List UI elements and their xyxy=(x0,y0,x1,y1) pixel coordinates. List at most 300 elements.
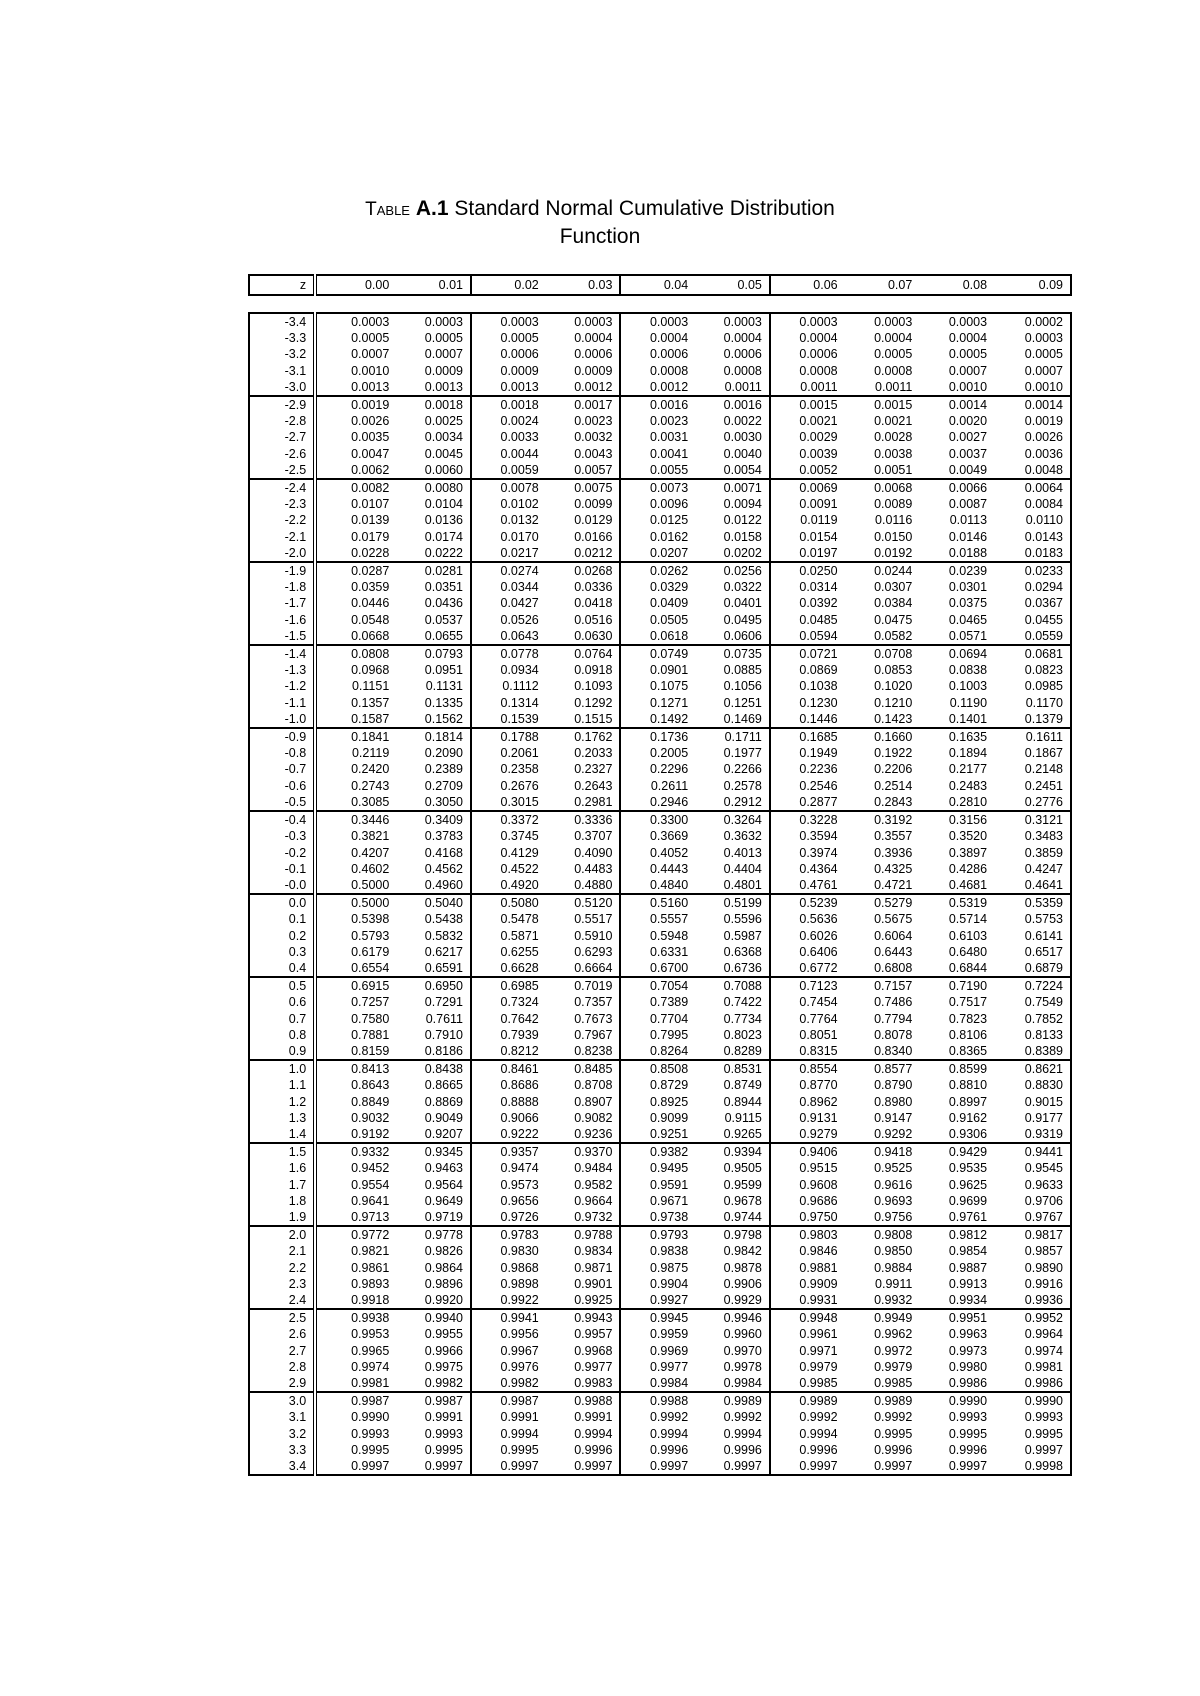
z-value-cell: -1.6 xyxy=(249,612,315,628)
probability-cell: 0.9535 xyxy=(948,1161,988,1176)
probability-cell: 0.6368 xyxy=(723,944,762,959)
probability-cell: 0.0694 xyxy=(919,645,994,662)
probability-cell: 0.0094 xyxy=(723,497,762,512)
probability-cell: 0.9904 xyxy=(620,1276,695,1292)
z-value-cell: 1.7 xyxy=(249,1177,315,1193)
probability-cell: 0.0256 xyxy=(695,562,770,579)
probability-cell: 0.9573 xyxy=(471,1177,546,1193)
probability-cell: 0.9994 xyxy=(723,1426,762,1441)
probability-cell: 0.9441 xyxy=(994,1143,1071,1160)
probability-cell: 0.0808 xyxy=(315,645,396,662)
probability-cell: 0.2946 xyxy=(620,794,695,811)
probability-cell: 0.5871 xyxy=(471,928,546,944)
probability-cell: 0.1379 xyxy=(994,711,1071,728)
probability-cell: 0.8944 xyxy=(723,1094,762,1109)
probability-cell: 0.9962 xyxy=(874,1327,913,1342)
probability-cell: 0.9997 xyxy=(695,1458,770,1475)
z-value-cell: 1.8 xyxy=(249,1193,315,1209)
z-value-cell: 0.8 xyxy=(249,1027,315,1043)
probability-cell: 0.2981 xyxy=(574,794,613,809)
probability-cell: 0.0136 xyxy=(424,513,464,528)
probability-cell: 0.5832 xyxy=(424,928,464,943)
probability-cell: 0.8790 xyxy=(874,1078,913,1093)
probability-cell: 0.9732 xyxy=(574,1209,613,1224)
probability-cell: 0.6915 xyxy=(315,977,396,994)
probability-cell: 0.0004 xyxy=(948,331,988,346)
probability-cell: 0.7224 xyxy=(994,977,1071,994)
probability-cell: 0.0006 xyxy=(620,346,695,362)
probability-cell: 0.0119 xyxy=(770,512,845,528)
probability-cell: 0.9969 xyxy=(620,1343,695,1359)
table-row xyxy=(249,1426,1071,1442)
probability-cell: 0.0005 xyxy=(994,346,1071,362)
probability-cell: 0.0197 xyxy=(770,545,845,562)
z-value-cell: -0.7 xyxy=(249,761,315,777)
probability-cell: 0.0003 xyxy=(845,313,920,330)
table-row xyxy=(249,479,1071,496)
probability-cell: 0.0026 xyxy=(315,413,396,429)
probability-cell: 0.0096 xyxy=(620,496,695,512)
table-row xyxy=(249,994,1071,1010)
probability-cell: 0.9357 xyxy=(471,1143,546,1160)
probability-cell: 0.9678 xyxy=(723,1193,762,1208)
table-row xyxy=(249,695,1071,711)
probability-cell: 0.7673 xyxy=(574,1011,613,1026)
probability-cell: 0.0287 xyxy=(315,562,396,579)
probability-cell: 0.2483 xyxy=(948,778,988,793)
probability-cell: 0.9959 xyxy=(620,1326,695,1342)
probability-cell: 0.9997 xyxy=(546,1458,621,1475)
probability-cell: 0.0559 xyxy=(994,628,1071,645)
z-value-cell: 2.5 xyxy=(249,1309,315,1326)
probability-cell: 0.0006 xyxy=(574,347,613,362)
probability-cell: 0.9997 xyxy=(845,1458,920,1475)
probability-cell: 0.0004 xyxy=(723,331,762,346)
table-row xyxy=(249,1326,1071,1342)
probability-cell: 0.0007 xyxy=(315,346,396,362)
probability-cell: 0.9838 xyxy=(620,1243,695,1259)
probability-cell: 0.0066 xyxy=(919,479,994,496)
header-col: 0.02 xyxy=(471,275,546,295)
probability-cell: 0.6103 xyxy=(948,928,988,943)
probability-cell: 0.0217 xyxy=(471,545,546,562)
probability-cell: 0.4840 xyxy=(620,877,695,894)
probability-cell: 0.0015 xyxy=(845,396,920,413)
probability-cell: 0.4880 xyxy=(574,877,613,892)
probability-cell: 0.3121 xyxy=(994,811,1071,828)
probability-cell: 0.0107 xyxy=(315,496,396,512)
probability-cell: 0.1539 xyxy=(471,711,546,728)
probability-cell: 0.0062 xyxy=(315,462,396,479)
probability-cell: 0.0838 xyxy=(948,663,988,678)
probability-cell: 0.6985 xyxy=(471,977,546,994)
probability-cell: 0.1190 xyxy=(949,695,988,710)
probability-cell: 0.9887 xyxy=(948,1260,988,1275)
probability-cell: 0.8531 xyxy=(695,1060,770,1077)
probability-cell: 0.3015 xyxy=(471,794,546,811)
probability-cell: 0.9803 xyxy=(770,1226,845,1243)
z-value-cell: 1.1 xyxy=(249,1077,315,1093)
probability-cell: 0.6179 xyxy=(315,944,396,960)
probability-cell: 0.9963 xyxy=(948,1327,988,1342)
probability-cell: 0.9990 xyxy=(315,1409,396,1425)
probability-cell: 0.9991 xyxy=(424,1410,464,1425)
probability-cell: 0.9997 xyxy=(620,1458,695,1475)
probability-cell: 0.3783 xyxy=(424,829,464,844)
table-row xyxy=(249,1110,1071,1126)
probability-cell: 0.4483 xyxy=(574,861,613,876)
probability-cell: 0.2709 xyxy=(424,778,464,793)
probability-cell: 0.0005 xyxy=(874,347,913,362)
probability-cell: 0.5080 xyxy=(471,894,546,911)
probability-cell: 0.9987 xyxy=(471,1392,546,1409)
probability-cell: 0.9922 xyxy=(471,1292,546,1309)
probability-cell: 0.8508 xyxy=(620,1060,695,1077)
probability-cell: 0.0139 xyxy=(315,512,396,528)
probability-cell: 0.6064 xyxy=(874,928,913,943)
probability-cell: 0.9987 xyxy=(315,1392,396,1409)
probability-cell: 0.0006 xyxy=(770,346,845,362)
probability-cell: 0.3372 xyxy=(471,811,546,828)
probability-cell: 0.9812 xyxy=(919,1226,994,1243)
probability-cell: 0.9997 xyxy=(770,1458,845,1475)
probability-cell: 0.6950 xyxy=(396,977,471,994)
probability-cell: 0.9995 xyxy=(948,1426,988,1441)
probability-cell: 0.1251 xyxy=(723,695,762,710)
probability-cell: 0.0003 xyxy=(919,313,994,330)
probability-cell: 0.8849 xyxy=(315,1094,396,1110)
probability-cell: 0.0011 xyxy=(875,379,913,394)
probability-cell: 0.9953 xyxy=(315,1326,396,1342)
probability-cell: 0.8212 xyxy=(471,1043,546,1060)
z-value-cell: 2.4 xyxy=(249,1292,315,1309)
header-col: 0.08 xyxy=(919,275,994,295)
z-value-cell: 0.7 xyxy=(249,1011,315,1027)
probability-cell: 0.0681 xyxy=(994,645,1071,662)
probability-cell: 0.0004 xyxy=(770,330,845,346)
probability-cell: 0.9996 xyxy=(574,1442,613,1457)
probability-cell: 0.0043 xyxy=(574,446,613,461)
probability-cell: 0.6255 xyxy=(471,944,546,960)
probability-cell: 0.9115 xyxy=(724,1110,762,1125)
z-value-cell: 2.7 xyxy=(249,1343,315,1359)
probability-cell: 0.2266 xyxy=(723,762,762,777)
probability-cell: 0.7422 xyxy=(723,995,762,1010)
probability-cell: 0.9992 xyxy=(874,1410,913,1425)
table-row xyxy=(249,1458,1071,1475)
probability-cell: 0.0020 xyxy=(948,414,988,429)
probability-cell: 0.5438 xyxy=(424,912,464,927)
probability-cell: 0.0594 xyxy=(770,628,845,645)
table-row xyxy=(249,761,1071,777)
probability-cell: 0.0668 xyxy=(315,628,396,645)
probability-cell: 0.3707 xyxy=(574,829,613,844)
probability-cell: 0.0526 xyxy=(471,612,546,628)
probability-cell: 0.8340 xyxy=(874,1043,913,1058)
probability-cell: 0.0322 xyxy=(723,580,762,595)
probability-cell: 0.9706 xyxy=(994,1193,1071,1209)
probability-cell: 0.0951 xyxy=(424,663,464,678)
probability-cell: 0.0021 xyxy=(770,413,845,429)
probability-cell: 0.0281 xyxy=(396,562,471,579)
probability-cell: 0.8186 xyxy=(424,1043,464,1058)
probability-cell: 0.4761 xyxy=(770,877,845,894)
z-value-cell: -2.7 xyxy=(249,429,315,445)
table-row xyxy=(249,429,1071,445)
z-value-cell: -0.4 xyxy=(249,811,315,828)
probability-cell: 0.9964 xyxy=(994,1326,1071,1342)
probability-cell: 0.9996 xyxy=(770,1442,845,1458)
probability-cell: 0.9979 xyxy=(770,1359,845,1375)
probability-cell: 0.0022 xyxy=(723,414,762,429)
probability-cell: 0.2912 xyxy=(723,794,762,809)
table-row xyxy=(249,379,1071,396)
probability-cell: 0.9693 xyxy=(874,1193,913,1208)
probability-cell: 0.9484 xyxy=(574,1161,613,1176)
table-row xyxy=(249,1077,1071,1093)
probability-cell: 0.5910 xyxy=(574,928,613,943)
probability-cell: 0.0048 xyxy=(994,462,1071,479)
probability-cell: 0.4052 xyxy=(620,845,695,861)
probability-cell: 0.1423 xyxy=(874,711,913,726)
probability-cell: 0.9989 xyxy=(770,1392,845,1409)
table-row xyxy=(249,811,1071,828)
probability-cell: 0.9961 xyxy=(770,1326,845,1342)
probability-cell: 0.5793 xyxy=(315,928,396,944)
probability-cell: 0.0179 xyxy=(315,529,396,545)
probability-cell: 0.2033 xyxy=(574,746,613,761)
probability-cell: 0.9162 xyxy=(948,1110,988,1125)
probability-cell: 0.8810 xyxy=(948,1078,988,1093)
probability-cell: 0.4960 xyxy=(424,877,464,892)
probability-cell: 0.0051 xyxy=(874,462,913,477)
probability-cell: 0.9948 xyxy=(770,1309,845,1326)
probability-cell: 0.0582 xyxy=(874,628,913,643)
z-value-cell: 0.0 xyxy=(249,894,315,911)
probability-cell: 0.9943 xyxy=(546,1309,621,1326)
probability-cell: 0.6700 xyxy=(620,960,695,977)
probability-cell: 0.0071 xyxy=(695,479,770,496)
table-row xyxy=(249,1442,1071,1458)
probability-cell: 0.0021 xyxy=(874,414,913,429)
probability-cell: 0.0516 xyxy=(574,612,613,627)
probability-cell: 0.9767 xyxy=(994,1209,1071,1226)
z-value-cell: 0.2 xyxy=(249,928,315,944)
table-row xyxy=(249,828,1071,844)
probability-cell: 0.9842 xyxy=(723,1244,762,1259)
probability-cell: 0.0122 xyxy=(723,513,762,528)
probability-cell: 0.9738 xyxy=(620,1209,695,1226)
probability-cell: 0.9982 xyxy=(471,1375,546,1392)
probability-cell: 0.9965 xyxy=(315,1343,396,1359)
probability-cell: 0.0082 xyxy=(315,479,396,496)
header-col: 0.03 xyxy=(546,275,621,295)
probability-cell: 0.0023 xyxy=(574,414,613,429)
probability-cell: 0.0250 xyxy=(770,562,845,579)
probability-cell: 0.8289 xyxy=(723,1043,762,1058)
table-row xyxy=(249,1343,1071,1359)
probability-cell: 0.7549 xyxy=(994,994,1071,1010)
probability-cell: 0.0367 xyxy=(994,595,1071,611)
probability-cell: 0.8997 xyxy=(948,1094,988,1109)
table-row xyxy=(249,396,1071,413)
probability-cell: 0.0222 xyxy=(424,545,464,560)
probability-cell: 0.9854 xyxy=(948,1244,988,1259)
probability-cell: 0.8078 xyxy=(874,1027,913,1042)
probability-cell: 0.8023 xyxy=(723,1027,762,1042)
probability-cell: 0.9884 xyxy=(874,1260,913,1275)
probability-cell: 0.7324 xyxy=(471,994,546,1010)
probability-cell: 0.9978 xyxy=(723,1359,762,1374)
probability-cell: 0.9994 xyxy=(574,1426,613,1441)
table-row xyxy=(249,1209,1071,1226)
probability-cell: 0.0853 xyxy=(874,663,913,678)
probability-cell: 0.0034 xyxy=(424,430,464,445)
probability-cell: 0.0329 xyxy=(620,579,695,595)
probability-cell: 0.0028 xyxy=(874,430,913,445)
probability-cell: 0.1292 xyxy=(574,695,613,710)
probability-cell: 0.1003 xyxy=(948,679,988,694)
probability-cell: 0.0078 xyxy=(471,479,546,496)
probability-cell: 0.0089 xyxy=(874,497,913,512)
probability-cell: 0.2676 xyxy=(471,778,546,794)
probability-cell: 0.0003 xyxy=(620,313,695,330)
title-text: Standard Normal Cumulative Distribution xyxy=(454,197,835,220)
probability-cell: 0.0026 xyxy=(994,429,1071,445)
table-row xyxy=(249,1359,1071,1375)
probability-cell: 0.8485 xyxy=(546,1060,621,1077)
probability-cell: 0.1230 xyxy=(770,695,845,711)
probability-cell: 0.0418 xyxy=(574,596,613,611)
probability-cell: 0.9319 xyxy=(994,1126,1071,1143)
probability-cell: 0.1335 xyxy=(424,695,464,710)
probability-cell: 0.0009 xyxy=(471,363,546,379)
probability-cell: 0.1611 xyxy=(994,728,1071,745)
probability-cell: 0.9977 xyxy=(574,1359,613,1374)
probability-cell: 0.6844 xyxy=(948,960,988,975)
probability-cell: 0.0968 xyxy=(315,662,396,678)
probability-cell: 0.9857 xyxy=(994,1243,1071,1259)
probability-cell: 0.3745 xyxy=(471,828,546,844)
probability-cell: 0.8389 xyxy=(994,1043,1071,1060)
probability-cell: 0.6772 xyxy=(770,960,845,977)
z-value-cell: -0.1 xyxy=(249,861,315,877)
probability-cell: 0.5675 xyxy=(874,912,913,927)
probability-cell: 0.1314 xyxy=(471,695,546,711)
probability-cell: 0.8461 xyxy=(471,1060,546,1077)
table-row xyxy=(249,1177,1071,1193)
probability-cell: 0.0003 xyxy=(695,313,770,330)
probability-cell: 0.9582 xyxy=(574,1177,613,1192)
probability-cell: 0.9991 xyxy=(574,1410,613,1425)
probability-cell: 0.9996 xyxy=(948,1442,988,1457)
probability-cell: 0.6664 xyxy=(574,960,613,975)
probability-cell: 0.0013 xyxy=(424,379,464,394)
probability-cell: 0.9995 xyxy=(424,1442,464,1457)
table-row xyxy=(249,1409,1071,1425)
probability-cell: 0.9699 xyxy=(948,1193,988,1208)
probability-cell: 0.0643 xyxy=(471,628,546,645)
probability-cell: 0.0901 xyxy=(620,662,695,678)
probability-cell: 0.0003 xyxy=(546,313,621,330)
table-row xyxy=(249,462,1071,479)
probability-cell: 0.0606 xyxy=(723,628,762,643)
header-col: 0.00 xyxy=(315,275,396,295)
probability-cell: 0.0035 xyxy=(315,429,396,445)
probability-cell: 0.1711 xyxy=(695,728,770,745)
probability-cell: 0.0036 xyxy=(994,446,1071,462)
probability-cell: 0.0384 xyxy=(874,596,913,611)
probability-cell: 0.0039 xyxy=(770,446,845,462)
probability-cell: 0.0150 xyxy=(874,529,913,544)
probability-cell: 0.1949 xyxy=(770,745,845,761)
table-row xyxy=(249,496,1071,512)
probability-cell: 0.0778 xyxy=(471,645,546,662)
probability-cell: 0.8962 xyxy=(770,1094,845,1110)
probability-cell: 0.9616 xyxy=(874,1177,913,1192)
probability-cell: 0.9995 xyxy=(994,1426,1071,1442)
probability-cell: 0.9896 xyxy=(424,1276,464,1291)
probability-cell: 0.2236 xyxy=(770,761,845,777)
probability-cell: 0.9871 xyxy=(574,1260,613,1275)
probability-cell: 0.0010 xyxy=(948,379,988,394)
probability-cell: 0.7734 xyxy=(723,1011,762,1026)
probability-cell: 0.8980 xyxy=(874,1094,913,1109)
probability-cell: 0.8438 xyxy=(396,1060,471,1077)
z-value-cell: 2.6 xyxy=(249,1326,315,1342)
probability-cell: 0.9649 xyxy=(424,1193,464,1208)
probability-cell: 0.0143 xyxy=(994,529,1071,545)
probability-cell: 0.9985 xyxy=(770,1375,845,1392)
probability-cell: 0.9761 xyxy=(948,1209,988,1224)
probability-cell: 0.2061 xyxy=(471,745,546,761)
probability-cell: 0.8643 xyxy=(315,1077,396,1093)
z-value-cell: 0.6 xyxy=(249,994,315,1010)
table-row xyxy=(249,1193,1071,1209)
probability-cell: 0.9981 xyxy=(994,1359,1071,1375)
probability-cell: 0.9931 xyxy=(770,1292,845,1309)
probability-cell: 0.9997 xyxy=(919,1458,994,1475)
probability-cell: 0.7611 xyxy=(425,1011,464,1026)
probability-cell: 0.0003 xyxy=(994,330,1071,346)
probability-cell: 0.2090 xyxy=(424,746,464,761)
probability-cell: 0.0244 xyxy=(845,562,920,579)
probability-cell: 0.0009 xyxy=(574,363,613,378)
z-value-cell: -2.1 xyxy=(249,529,315,545)
probability-cell: 0.9830 xyxy=(471,1243,546,1259)
title-prefix-rest: ABLE xyxy=(376,203,410,218)
probability-cell: 0.0823 xyxy=(994,662,1071,678)
probability-cell: 0.0031 xyxy=(620,429,695,445)
probability-cell: 0.8051 xyxy=(770,1027,845,1043)
probability-cell: 0.0016 xyxy=(620,396,695,413)
table-row xyxy=(249,628,1071,645)
probability-cell: 0.3974 xyxy=(770,845,845,861)
probability-cell: 0.8925 xyxy=(620,1094,695,1110)
z-value-cell: 2.0 xyxy=(249,1226,315,1243)
z-value-cell: -0.6 xyxy=(249,778,315,794)
probability-cell: 0.9864 xyxy=(424,1260,464,1275)
table-row xyxy=(249,562,1071,579)
probability-cell: 0.1977 xyxy=(723,746,762,761)
probability-cell: 0.0010 xyxy=(994,379,1071,396)
probability-cell: 0.9719 xyxy=(424,1209,464,1224)
probability-cell: 0.0006 xyxy=(723,347,762,362)
probability-cell: 0.9974 xyxy=(994,1343,1071,1359)
table-row xyxy=(249,612,1071,628)
z-value-cell: 0.3 xyxy=(249,944,315,960)
probability-cell: 0.0004 xyxy=(574,331,613,346)
